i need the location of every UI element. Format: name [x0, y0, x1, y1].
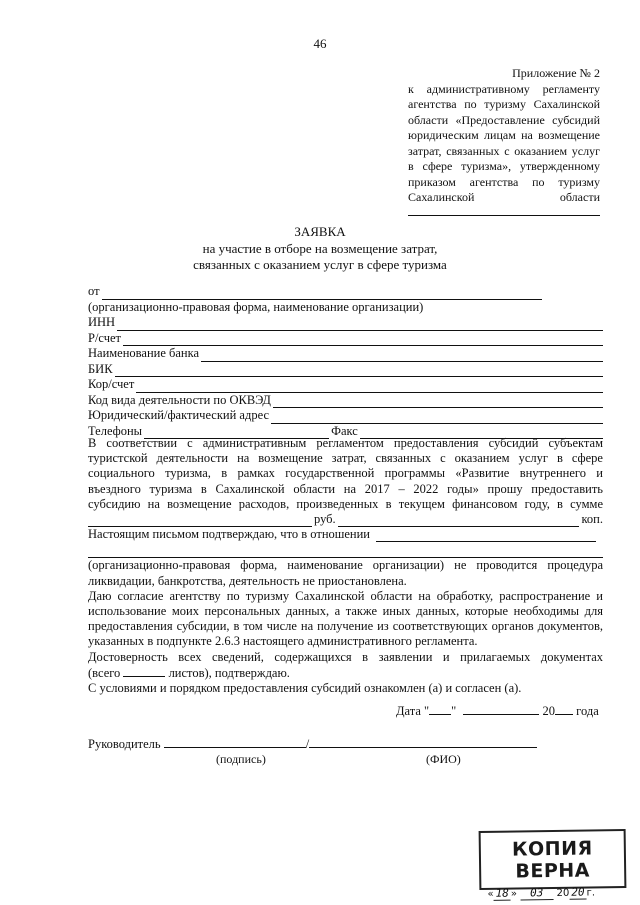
sheets-row [88, 665, 603, 681]
stamp-text: КОПИЯ ВЕРНА [511, 837, 593, 883]
body-line: Достоверность всех сведений, содержащихся в заявлении и прилагаемых документах [88, 649, 603, 664]
from-input-line[interactable] [102, 288, 542, 300]
appendix-line: затрат, связанных с оказанием услуг [408, 143, 600, 158]
confirm-input-line[interactable] [376, 530, 596, 542]
page-number: 46 [313, 36, 327, 51]
field-bik-label: БИК [88, 361, 113, 376]
field-corr-label: Кор/счет [88, 377, 135, 391]
sheets-input-line[interactable] [123, 665, 165, 677]
heading-line-2: связанных с оказанием услуг в сфере туризма [193, 257, 447, 272]
field-okved-label: Код вида деятельности по ОКВЭД [88, 392, 271, 407]
year-suffix: года [576, 704, 599, 718]
body-line: В соответствии с административным регламентом предоставления субсидий субъектам [88, 436, 603, 450]
field-address-label: Юридический/фактический адрес [88, 408, 269, 422]
body-line: субсидию на возмещение расходов, произведенных в текущем финансовом году, в сумме [88, 496, 603, 511]
stamp-date: « 18 » 03 20 20 г. [487, 885, 596, 900]
month-input-line[interactable] [463, 703, 539, 715]
appendix-line: к административному регламенту [408, 81, 600, 96]
applicant-fields [88, 284, 603, 439]
date-row [396, 703, 599, 719]
stamp-year-prefix: 20 [556, 887, 570, 899]
body-line: туристской деятельности на возмещение затрат, связанных с оказанием услуг в сфере [88, 451, 603, 466]
field-phones-label: Телефоны [88, 423, 143, 438]
sheets-close: листов), подтверждаю. [168, 665, 290, 680]
appendix-block [408, 66, 600, 216]
field-bank [88, 346, 603, 362]
confirm-row-2 [88, 542, 603, 558]
signature-input-line[interactable] [164, 736, 306, 748]
appendix-line: юридическим лицам на возмещение [408, 128, 600, 142]
kopecks-input-line[interactable] [338, 515, 580, 527]
appendix-line: в сфере туризма», утвержденному [408, 159, 600, 173]
field-inn-label: ИНН [88, 315, 116, 329]
appendix-title: Приложение № 2 [512, 66, 600, 80]
date-quote: " [451, 704, 457, 718]
body-line: социального туризма, в рамках государственной программы «Развитие внутреннего и [88, 466, 603, 481]
stamp-day: 18 [494, 887, 511, 901]
signature-row [88, 736, 537, 752]
field-from-label: от [88, 284, 100, 298]
day-input-line[interactable] [429, 703, 451, 715]
heading [0, 224, 640, 274]
org-hint-text: (организационно-правовая форма, наименование организации) [88, 299, 424, 314]
field-fax-label: Факс [331, 423, 358, 438]
copy-certified-stamp [479, 829, 627, 900]
appendix-line: агентства по туризму Сахалинской [408, 97, 600, 111]
account-input-line[interactable] [123, 334, 603, 346]
field-address [88, 408, 603, 424]
heading-title: ЗАЯВКА [294, 224, 346, 239]
rub-label: руб. [314, 511, 336, 526]
signature-caption: (подпись) [216, 752, 266, 766]
date-label: Дата " [396, 704, 430, 718]
application-body [88, 436, 603, 696]
body-line: въездного туризма в Сахалинской области на 2017 – 2022 годы» прошу предоставить [88, 481, 603, 496]
amount-row [88, 512, 603, 527]
appendix-line: Сахалинской области [408, 190, 600, 204]
field-bik [88, 362, 603, 378]
address-input-line[interactable] [271, 412, 603, 424]
stamp-year-hand: 20 [569, 886, 586, 900]
agree-line: С условиями и порядком предоставления субсидий ознакомлен (а) и согласен (а). [88, 681, 522, 696]
body-line: (организационно-правовая форма, наименование организации) не проводится процедура [88, 558, 603, 573]
kop-label: коп. [581, 511, 603, 526]
confirm-input-line-2[interactable] [88, 546, 603, 558]
field-account-label: Р/счет [88, 330, 122, 345]
signature-slash: / [305, 737, 310, 751]
appendix-line: области «Предоставление субсидий [408, 112, 600, 127]
name-input-line[interactable] [309, 736, 537, 748]
sheets-open: (всего [88, 665, 121, 680]
stamp-year-suffix: г. [586, 887, 596, 899]
head-label: Руководитель [88, 737, 161, 751]
year-prefix: 20 [542, 704, 556, 718]
field-bank-label: Наименование банка [88, 346, 200, 360]
stamp-month: 03 [520, 886, 553, 900]
rubles-input-line[interactable] [88, 515, 312, 527]
bik-input-line[interactable] [115, 365, 603, 377]
heading-line-1: на участие в отборе на возмещение затрат, [202, 240, 438, 256]
field-account [88, 331, 603, 347]
name-caption: (ФИО) [426, 752, 461, 766]
bank-input-line[interactable] [201, 350, 603, 362]
body-line: ликвидации, банкротства, деятельность не приостановлена. [88, 573, 407, 588]
appendix-line: приказом агентства по туризму [408, 174, 600, 189]
consent-paragraph: Даю согласие агентству по туризму Сахалинской области на обработку, распространение и использование моих персональных данных, а также иных данных, которые необходимы для предоставления субсидии, в том числе на получение из соответствующих органов документов, указанных в подпункте 2.6.3 настоящего административного регламента. [88, 588, 603, 649]
corr-input-line[interactable] [136, 381, 603, 393]
okved-input-line[interactable] [273, 396, 603, 408]
appendix-underline [408, 206, 600, 216]
confirm-row [88, 527, 603, 542]
confirm-text: Настоящим письмом подтверждаю, что в отношении [88, 526, 370, 541]
field-inn [88, 315, 603, 331]
field-corr [88, 377, 603, 393]
year-input-line[interactable] [555, 703, 573, 715]
field-okved [88, 393, 603, 409]
inn-input-line[interactable] [117, 319, 603, 331]
field-from [88, 284, 603, 300]
field-org-hint [88, 300, 603, 316]
